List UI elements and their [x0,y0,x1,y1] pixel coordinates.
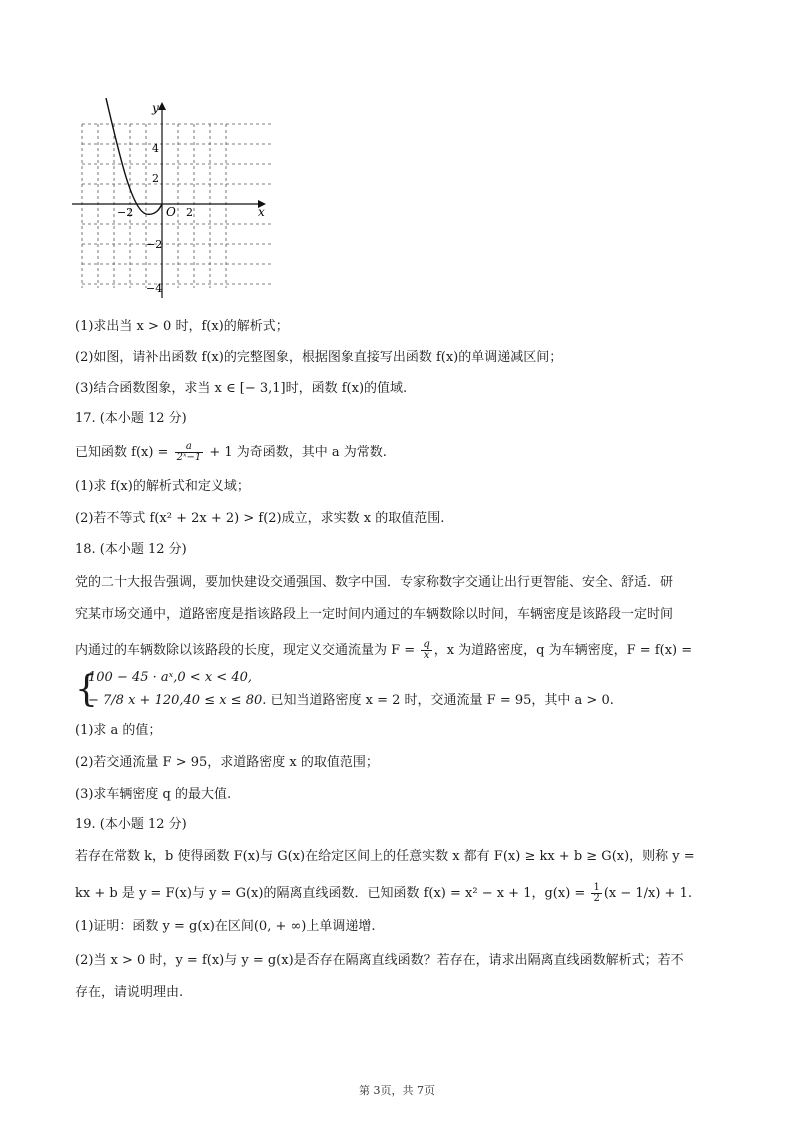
tick-y-2: 2 [152,172,159,185]
q18-case2-text: − 7/8 x + 120,40 ≤ x ≤ 80. [88,693,267,708]
tick-y-neg2: −2 [146,238,163,251]
q18-case2-tail: 已知当道路密度 x = 2 时，交通流量 F = 95，其中 a > 0. [266,693,614,708]
q17-stem-suffix: + 1 为奇函数，其中 a 为常数. [205,445,387,460]
y-axis-arrow [158,102,166,110]
origin-label: O [166,205,176,219]
q18-frac-den: x [423,650,430,661]
q19-frac-den: 2 [593,893,600,904]
q19-stem-line1: 若存在常数 k，b 使得函数 F(x)与 G(x)在给定区间上的任意实数 x 都有 F(x) ≥ kx + b ≥ G(x)，则称 y = [75,849,695,864]
q19-frac-num: 1 [593,882,600,893]
q18-line3-prefix: 内通过的车辆数除以该路段的长度，现定义交通流量为 F = [75,643,420,658]
q19-stem-line2 [75,883,692,904]
tick-x-neg2: −2 [117,206,134,219]
q17-frac-num: a [175,442,204,453]
q18-case1: 100 − 45 · aˣ,0 < x < 40, [88,670,252,685]
page-footer: 第 3页，共 7页 [359,1084,435,1097]
q18-frac-num: q [423,639,430,650]
q18-part2: (2)若交通流量 F > 95，求道路密度 x 的取值范围； [75,755,379,770]
q17-part1: (1)求 f(x)的解析式和定义域； [75,479,250,494]
q19-fraction [591,883,601,904]
y-axis-label: y [152,101,159,115]
q17-header: 17. (本小题 12 分) [75,411,187,426]
q18-header: 18. (本小题 12 分) [75,542,187,557]
x-axis-label: x [258,205,265,219]
q18-para-line3 [75,640,692,661]
q18-para-line2: 究某市场交通中，道路密度是指该路段上一定时间内通过的车辆数除以时间，车辆密度是该路段一定时间 [75,607,674,622]
q18-para-line1: 党的二十大报告强调，要加快建设交通强国、数字中国．专家称数字交通让出行更智能、安全、舒适．研 [75,575,674,590]
q19-part2-line2: 存在，请说明理由. [75,985,184,1000]
q17-stem-prefix: 已知函数 f(x) = [75,445,173,460]
q19-line2-suffix: (x − 1/x) + 1. [603,886,692,901]
function-graph [72,98,282,308]
q18-case2 [88,689,614,708]
q17-fraction [175,442,204,463]
graph-grid [82,124,272,288]
q18-part1: (1)求 a 的值； [75,723,162,738]
q19-part1: (1)证明：函数 y = g(x)在区间(0, + ∞)上单调递增. [75,919,376,934]
q18-part3: (3)求车辆密度 q 的最大值. [75,787,232,802]
q19-part2-line1: (2)当 x > 0 时，y = f(x)与 y = g(x)是否存在隔离直线函数？若存在，请求出隔离直线函数解析式；若不 [75,953,684,968]
q16-part2: (2)如图，请补出函数 f(x)的完整图象，根据图象直接写出函数 f(x)的单调递减区间； [75,350,563,365]
q19-header: 19. (本小题 12 分) [75,817,187,832]
q16-part1: (1)求出当 x > 0 时，f(x)的解析式； [75,319,289,334]
q16-part3: (3)结合函数图象，求当 x ∈ [− 3,1]时，函数 f(x)的值域. [75,381,408,396]
q18-line3-suffix: ，x 为道路密度，q 为车辆密度，F = f(x) = [433,643,693,658]
q19-line2-prefix: kx + b 是 y = F(x)与 y = G(x)的隔离直线函数．已知函数 f(x) = x² − x + 1，g(x) = [75,886,590,901]
tick-y-neg4: −4 [146,282,163,295]
piecewise-brace: { [75,669,98,710]
q17-stem [75,442,387,463]
tick-y-4: 4 [152,142,159,155]
function-curve [106,98,162,214]
q17-frac-den: 2ˣ−1 [176,452,202,463]
q18-fraction [421,640,431,661]
q17-part2: (2)若不等式 f(x² + 2x + 2) > f(2)成立，求实数 x 的取值范围. [75,511,445,526]
tick-x-2: 2 [186,206,193,219]
